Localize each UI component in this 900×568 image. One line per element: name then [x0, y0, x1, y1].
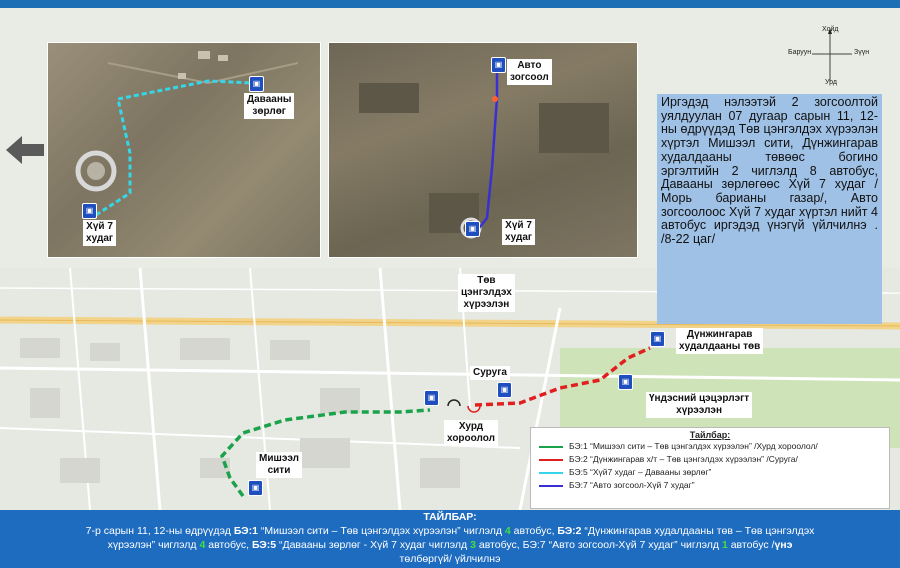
bus-stop-icon: ▣ — [618, 374, 633, 390]
legend-item: БЭ:7 “Авто зогсоол-Хүй 7 худаг” — [531, 479, 889, 492]
arrow-left-icon — [6, 134, 46, 166]
label-stadium: Төв цэнгэлдэх хүрээлэн — [458, 274, 515, 312]
map-legend — [530, 427, 890, 509]
footer-line-2: хүрээлэн” чиглэлд 4 автобус, БЭ:5 “Давааны зөрлөг - Хүй 7 худаг чиглэлд 3 автобус, БЭ:7 “Авто зогсоол-Хүй 7 худаг” чиглэлд 1 автобус /үнэ — [107, 539, 793, 551]
footer-title: ТАЙЛБАР: — [423, 511, 477, 523]
stop-label-avto-zogsool: Авто зогсоол — [507, 59, 552, 85]
compass-north: Хойд — [822, 26, 839, 33]
bus-stop-icon: ▣ — [497, 382, 512, 398]
bus-stop-icon: ▣ — [491, 57, 506, 73]
bus-stop-icon: ▣ — [82, 203, 97, 219]
compass-east: Зүүн — [854, 49, 870, 56]
compass-west: Баруун — [788, 49, 812, 56]
route-be7 — [479, 69, 497, 228]
footer-line-1: 7-р сарын 11, 12-ны өдрүүдэд БЭ:1 “Мишээл сити – Төв цэнгэлдэх хүрээлэн” чиглэлд 4 автобус, БЭ:2 “Дүнжингарав худалдааны төв – Төв цэнгэлдэх — [85, 525, 815, 537]
bus-stop-icon: ▣ — [424, 390, 439, 406]
inset-map-avto-zogsool — [328, 42, 638, 258]
stop-label-davaany: Давааны зөрлөг — [244, 93, 294, 119]
compass-south: Урд — [825, 79, 837, 86]
legend-item: БЭ:2 “Дүнжингарав х/т – Төв цэнгэлдэх хүрээлэн” /Суруга/ — [531, 453, 889, 466]
description-text: Иргэдэд нэлээтэй 2 зогсоолтой уялдуулан 07 дугаар сарын 11, 12-ны өдрүүдэд Төв цэнгэлдэх хүрээлэн хүртэл Мишээл сити, Дүнжингарав худалдааны төвөөс богино эргэлтийн 2 чиглэлд 8 автобус, Давааны зөрлөгөөс Хүй 7 худаг /Морь барианы газар/, Авто зогсоолоос Хүй 7 худаг хүртэл нийт 4 автобус иргэдэд үнэгүй үйлчилнэ . /8-22 цаг/ — [657, 94, 882, 324]
footer-line-3: төлбөргүй/ үйлчилнэ — [399, 553, 501, 565]
label-mishee: Мишээл сити — [256, 452, 302, 478]
bus-stop-icon: ▣ — [465, 221, 480, 237]
stop-label-khui7-left: Хүй 7 худаг — [83, 220, 116, 246]
compass-icon — [808, 26, 888, 88]
footer-note — [0, 510, 900, 568]
stop-label-khui7-right: Хүй 7 худаг — [502, 219, 535, 245]
bus-stop-icon: ▣ — [650, 331, 665, 347]
bus-stop-icon: ▣ — [249, 76, 264, 92]
label-suruga: Суруга — [470, 366, 510, 380]
label-khurd: Хурд хороолол — [444, 420, 498, 446]
route-be5 — [96, 81, 253, 215]
legend-item: БЭ:5 “Хүй7 худаг – Давааны зөрлөг” — [531, 466, 889, 479]
label-dunjingarav: Дүнжингарав худалдааны төв — [676, 328, 763, 354]
compass — [788, 26, 888, 88]
legend-item: БЭ:1 “Мишээл сити – Төв цэнгэлдэх хүрээлэн” /Хурд хороолол/ — [531, 440, 889, 453]
label-park: Үндэсний цэцэрлэгт хүрээлэн — [646, 392, 752, 418]
bus-stop-icon: ▣ — [248, 480, 263, 496]
legend-title: Тайлбар: — [689, 430, 731, 440]
inset-map-davaany — [47, 42, 321, 258]
top-bar — [0, 0, 900, 8]
inset2-drawing — [329, 43, 637, 257]
map-area[interactable] — [0, 8, 900, 510]
